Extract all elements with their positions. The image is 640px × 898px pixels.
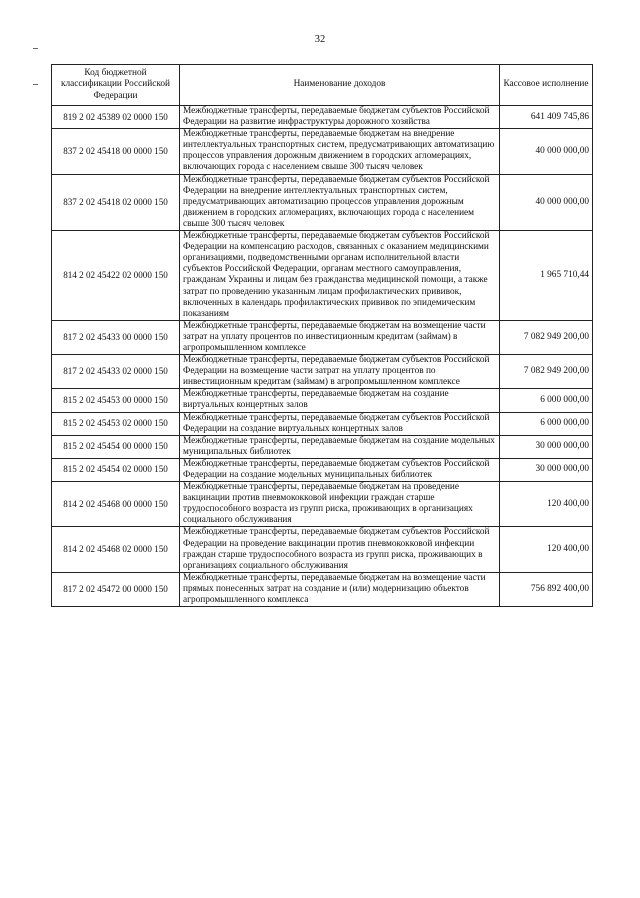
table-body bbox=[52, 106, 593, 607]
code-cell: 817 2 02 45433 02 0000 150 bbox=[52, 355, 180, 389]
amount-cell: 30 000 000,00 bbox=[500, 458, 593, 481]
table-row bbox=[52, 458, 593, 481]
amount-cell: 120 400,00 bbox=[500, 482, 593, 527]
amount-cell: 756 892 400,00 bbox=[500, 572, 593, 606]
name-cell: Межбюджетные трансферты, передаваемые бюджетам на создание модельных муниципальных библиотек bbox=[180, 435, 500, 458]
table-row bbox=[52, 389, 593, 412]
code-cell: 815 2 02 45454 02 0000 150 bbox=[52, 458, 180, 481]
amount-cell: 40 000 000,00 bbox=[500, 129, 593, 174]
name-cell: Межбюджетные трансферты, передаваемые бюджетам на возмещение части затрат на уплату процентов по инвестиционным кредитам (займам) в агропромышленном комплексе bbox=[180, 320, 500, 354]
name-cell: Межбюджетные трансферты, передаваемые бюджетам на внедрение интеллектуальных транспортных систем, предусматривающих автоматизацию процессов управления дорожным движением в городских агломерациях, включающих города с населением свыше 300 тысяч человек bbox=[180, 129, 500, 174]
code-cell: 815 2 02 45454 00 0000 150 bbox=[52, 435, 180, 458]
table-row bbox=[52, 231, 593, 321]
margin-mark bbox=[33, 48, 38, 49]
code-cell: 815 2 02 45453 00 0000 150 bbox=[52, 389, 180, 412]
table-row bbox=[52, 482, 593, 527]
column-header-amount: Кассовое исполнение bbox=[500, 65, 593, 106]
amount-cell: 641 409 745,86 bbox=[500, 106, 593, 129]
amount-cell: 7 082 949 200,00 bbox=[500, 355, 593, 389]
table-row bbox=[52, 320, 593, 354]
amount-cell: 120 400,00 bbox=[500, 527, 593, 572]
name-cell: Межбюджетные трансферты, передаваемые бюджетам на создание виртуальных концертных залов bbox=[180, 389, 500, 412]
table-header-row bbox=[52, 65, 593, 106]
name-cell: Межбюджетные трансферты, передаваемые бюджетам субъектов Российской Федерации на создание виртуальных концертных залов bbox=[180, 412, 500, 435]
name-cell: Межбюджетные трансферты, передаваемые бюджетам субъектов Российской Федерации на возмещение части затрат на уплату процентов по инвестиционным кредитам (займам) в агропромышленном комплексе bbox=[180, 355, 500, 389]
table-row bbox=[52, 129, 593, 174]
code-cell: 837 2 02 45418 02 0000 150 bbox=[52, 174, 180, 230]
table-row bbox=[52, 355, 593, 389]
amount-cell: 7 082 949 200,00 bbox=[500, 320, 593, 354]
table-row bbox=[52, 527, 593, 572]
code-cell: 815 2 02 45453 02 0000 150 bbox=[52, 412, 180, 435]
name-cell: Межбюджетные трансферты, передаваемые бюджетам на проведение вакцинации против пневмококковой инфекции граждан старше трудоспособного возраста из групп риска, проживающих в организациях социального обслуживания bbox=[180, 482, 500, 527]
table-row bbox=[52, 106, 593, 129]
table-row bbox=[52, 435, 593, 458]
table-row bbox=[52, 572, 593, 606]
code-cell: 819 2 02 45389 02 0000 150 bbox=[52, 106, 180, 129]
table-row bbox=[52, 174, 593, 230]
column-header-name: Наименование доходов bbox=[180, 65, 500, 106]
name-cell: Межбюджетные трансферты, передаваемые бюджетам субъектов Российской Федерации на компенсацию расходов, связанных с оказанием медицинскими организациями, подведомственными органам исполнительной власти субъектов Российской Федерации, органам местного самоуправления, гражданам Украины и лицам без гражданства медицинской помощи, а также затрат по проведению указанным лицам профилактических прививок, включенных в календарь профилактических прививок по эпидемическим показаниям bbox=[180, 231, 500, 321]
code-cell: 817 2 02 45472 00 0000 150 bbox=[52, 572, 180, 606]
name-cell: Межбюджетные трансферты, передаваемые бюджетам субъектов Российской Федерации на внедрение интеллектуальных транспортных систем, предусматривающих автоматизацию процессов управления дорожным движением в городских агломерациях, включающих города с населением свыше 300 тысяч человек bbox=[180, 174, 500, 230]
amount-cell: 1 965 710,44 bbox=[500, 231, 593, 321]
page-number: 32 bbox=[314, 34, 326, 45]
amount-cell: 30 000 000,00 bbox=[500, 435, 593, 458]
revenue-table bbox=[51, 64, 593, 607]
name-cell: Межбюджетные трансферты, передаваемые бюджетам субъектов Российской Федерации на создание модельных муниципальных библиотек bbox=[180, 458, 500, 481]
code-cell: 814 2 02 45468 02 0000 150 bbox=[52, 527, 180, 572]
amount-cell: 6 000 000,00 bbox=[500, 412, 593, 435]
code-cell: 817 2 02 45433 00 0000 150 bbox=[52, 320, 180, 354]
name-cell: Межбюджетные трансферты, передаваемые бюджетам на возмещение части прямых понесенных затрат на создание и (или) модернизацию объектов агропромышленного комплекса bbox=[180, 572, 500, 606]
margin-mark bbox=[33, 84, 38, 85]
amount-cell: 6 000 000,00 bbox=[500, 389, 593, 412]
table-row bbox=[52, 412, 593, 435]
name-cell: Межбюджетные трансферты, передаваемые бюджетам субъектов Российской Федерации на проведение вакцинации против пневмококковой инфекции граждан старше трудоспособного возраста из групп риска, проживающих в организациях социального обслуживания bbox=[180, 527, 500, 572]
column-header-code: Код бюджетной классификации Российской Федерации bbox=[52, 65, 180, 106]
code-cell: 837 2 02 45418 00 0000 150 bbox=[52, 129, 180, 174]
code-cell: 814 2 02 45468 00 0000 150 bbox=[52, 482, 180, 527]
code-cell: 814 2 02 45422 02 0000 150 bbox=[52, 231, 180, 321]
name-cell: Межбюджетные трансферты, передаваемые бюджетам субъектов Российской Федерации на развитие инфраструктуры дорожного хозяйства bbox=[180, 106, 500, 129]
amount-cell: 40 000 000,00 bbox=[500, 174, 593, 230]
